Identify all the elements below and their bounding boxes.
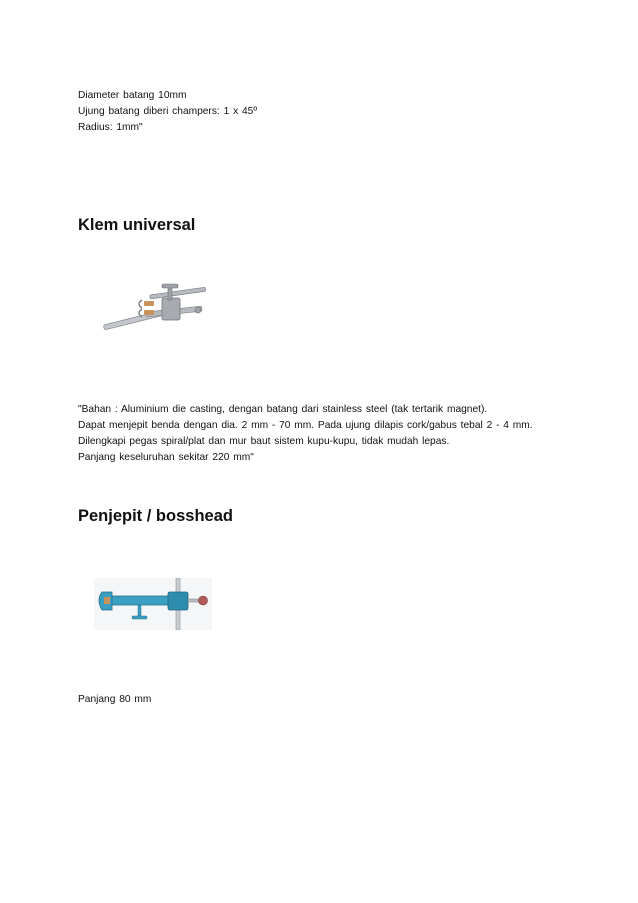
bosshead-line-length: Panjang 80 mm [78,694,152,705]
bosshead-clamp-image [94,578,212,630]
heading-klem-universal: Klem universal [78,216,196,234]
universal-clamp-illustration-icon [100,280,212,350]
klem-line-spring: Dilengkapi pegas spiral/plat dan mur baut sistem kupu-kupu, tidak mudah lepas. [78,436,450,447]
spec-line-radius: Radius: 1mm" [78,122,143,133]
universal-clamp-image [100,280,212,350]
klem-line-material: "Bahan : Aluminium die casting, dengan batang dari stainless steel (tak tertarik magnet). [78,404,488,415]
heading-penjepit-bosshead: Penjepit / bosshead [78,507,233,525]
spec-line-diameter: Diameter batang 10mm [78,90,187,101]
bosshead-description-block [78,692,578,708]
klem-line-grip-range: Dapat menjepit benda dengan dia. 2 mm - 70 mm. Pada ujung dilapis cork/gabus tebal 2 - 4 mm. [78,420,533,431]
rod-spec-block [78,88,578,136]
bosshead-clamp-illustration-icon [94,578,212,630]
klem-description-block [78,402,578,466]
spec-line-champers: Ujung batang diberi champers: 1 x 45º [78,106,258,117]
klem-line-length: Panjang keseluruhan sekitar 220 mm" [78,452,254,463]
